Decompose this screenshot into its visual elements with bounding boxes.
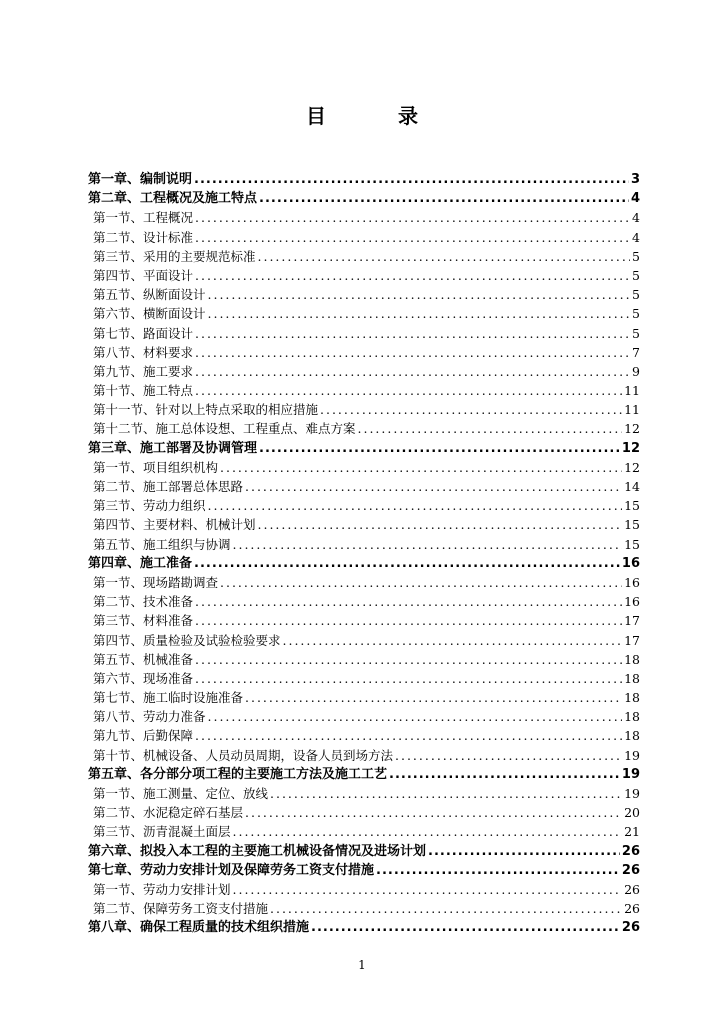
toc-entry-title: 第七章、劳动力安排计划及保障劳务工资支付措施 (88, 862, 375, 878)
toc-dot-leader (195, 208, 630, 227)
toc-entry-page: 5 (632, 287, 640, 303)
toc-section-entry[interactable] (88, 631, 640, 650)
toc-dot-leader (311, 918, 620, 937)
toc-entry-page: 20 (624, 805, 640, 821)
toc-section-entry[interactable] (88, 669, 640, 688)
toc-section-entry[interactable] (88, 707, 640, 726)
toc-section-entry[interactable] (88, 515, 640, 534)
toc-entry-title: 第六节、横断面设计 (93, 306, 206, 322)
toc-entry-title: 第九节、后勤保障 (93, 728, 194, 744)
toc-section-entry[interactable] (88, 688, 640, 707)
toc-section-entry[interactable] (88, 458, 640, 477)
toc-entry-page: 17 (624, 632, 640, 648)
toc-entry-title: 第八节、材料要求 (93, 344, 194, 360)
toc-entry-page: 19 (621, 766, 640, 782)
toc-entry-title: 第一节、工程概况 (93, 210, 194, 226)
toc-dot-leader (195, 362, 630, 381)
toc-section-entry[interactable] (88, 343, 640, 362)
toc-dot-leader (195, 669, 622, 688)
toc-entry-page: 4 (632, 210, 640, 226)
toc-section-entry[interactable] (88, 592, 640, 611)
toc-entry-title: 第十节、施工特点 (93, 383, 194, 399)
toc-dot-leader (270, 899, 622, 918)
toc-section-entry[interactable] (88, 822, 640, 841)
toc-section-entry[interactable] (88, 899, 640, 918)
toc-entry-page: 21 (624, 824, 640, 840)
toc-entry-title: 第一节、施工测量、定位、放线 (93, 786, 269, 801)
toc-section-entry[interactable] (88, 381, 640, 400)
toc-entry-title: 第六章、拟投入本工程的主要施工机械设备情况及进场计划 (88, 843, 427, 859)
toc-dot-leader (358, 419, 623, 438)
toc-entry-title: 第十二节、施工总体设想、工程重点、难点方案 (93, 421, 356, 437)
toc-section-entry[interactable] (88, 496, 640, 515)
toc-dot-leader (195, 650, 622, 669)
toc-dot-leader (259, 439, 620, 458)
toc-dot-leader (220, 458, 622, 477)
toc-chapter-entry[interactable] (88, 439, 640, 458)
toc-entry-title: 第十节、机械设备、人员动员周期，设备人员到场方法 (93, 747, 394, 763)
toc-chapter-entry[interactable] (88, 189, 640, 208)
toc-dot-leader (259, 189, 629, 208)
toc-entry-title: 第三节、采用的主要规范标准 (93, 248, 256, 264)
toc-entry-title: 第九节、施工要求 (93, 363, 194, 379)
toc-entry-page: 14 (624, 479, 640, 494)
toc-dot-leader (195, 726, 622, 745)
toc-dot-leader (428, 842, 620, 861)
toc-entry-title: 第二章、工程概况及施工特点 (88, 191, 258, 207)
toc-section-entry[interactable] (88, 266, 640, 285)
toc-section-entry[interactable] (88, 419, 640, 438)
toc-dot-leader (208, 285, 631, 304)
toc-section-entry[interactable] (88, 400, 640, 419)
toc-dot-leader (195, 266, 630, 285)
toc-entry-title: 第五节、纵断面设计 (93, 287, 206, 303)
toc-entry-page: 15 (624, 536, 640, 552)
toc-dot-leader (208, 707, 623, 726)
toc-entry-title: 第五节、施工组织与协调 (93, 536, 231, 552)
toc-entry-page: 11 (624, 402, 640, 418)
toc-dot-leader (220, 573, 622, 592)
toc-dot-leader (270, 784, 622, 803)
toc-entry-title: 第一节、项目组织机构 (93, 459, 219, 475)
toc-dot-leader (245, 477, 622, 496)
toc-dot-leader (395, 746, 622, 765)
toc-entry-page: 15 (624, 498, 640, 514)
toc-entry-title: 第七节、施工临时设施准备 (93, 690, 244, 706)
table-of-contents (88, 170, 640, 938)
toc-chapter-entry[interactable] (88, 554, 640, 573)
toc-section-entry[interactable] (88, 285, 640, 304)
toc-chapter-entry[interactable] (88, 861, 640, 880)
toc-dot-leader (376, 861, 620, 880)
toc-entry-page: 7 (632, 344, 640, 360)
toc-entry-page: 12 (624, 421, 640, 437)
toc-dot-leader (245, 688, 622, 707)
toc-section-entry[interactable] (88, 803, 640, 822)
toc-entry-page: 16 (624, 574, 640, 590)
toc-entry-title: 第四节、平面设计 (93, 267, 194, 283)
toc-section-entry[interactable] (88, 324, 640, 343)
toc-entry-page: 26 (621, 920, 640, 936)
toc-dot-leader (195, 228, 630, 247)
toc-section-entry[interactable] (88, 650, 640, 669)
toc-chapter-entry[interactable] (88, 765, 640, 784)
toc-entry-title: 第四节、质量检验及试验检验要求 (93, 632, 281, 648)
toc-section-entry[interactable] (88, 611, 640, 630)
toc-entry-page: 26 (624, 881, 640, 897)
toc-section-entry[interactable] (88, 477, 640, 496)
toc-entry-title: 第三节、劳动力组织 (93, 498, 206, 514)
toc-dot-leader (233, 880, 623, 899)
toc-entry-title: 第五章、各分部分项工程的主要施工方法及施工工艺 (88, 766, 388, 782)
toc-entry-page: 16 (621, 555, 640, 571)
toc-entry-page: 18 (624, 690, 640, 706)
toc-entry-title: 第七节、路面设计 (93, 325, 194, 341)
toc-section-entry[interactable] (88, 573, 640, 592)
toc-entry-title: 第二节、水泥稳定碎石基层 (93, 805, 244, 821)
toc-section-entry[interactable] (88, 228, 640, 247)
toc-section-entry[interactable] (88, 746, 640, 765)
toc-entry-page: 18 (624, 670, 640, 686)
toc-dot-leader (195, 343, 630, 362)
toc-entry-title: 第十一节、针对以上特点采取的相应措施 (93, 402, 319, 418)
toc-entry-page: 12 (624, 459, 640, 475)
toc-entry-page: 19 (624, 747, 640, 763)
toc-entry-page: 5 (632, 306, 640, 322)
toc-section-entry[interactable] (88, 247, 640, 266)
toc-entry-page: 4 (630, 191, 640, 207)
toc-dot-leader (258, 515, 623, 534)
toc-entry-title: 第二节、保障劳务工资支付措施 (93, 901, 269, 917)
toc-entry-title: 第三章、施工部署及协调管理 (88, 440, 258, 456)
toc-entry-page: 18 (624, 651, 640, 667)
toc-dot-leader (194, 170, 629, 189)
toc-entry-page: 12 (621, 440, 640, 456)
toc-entry-title: 第三节、沥青混凝土面层 (93, 824, 231, 840)
toc-dot-leader (389, 765, 620, 784)
toc-entry-title: 第一节、劳动力安排计划 (93, 881, 231, 897)
toc-entry-page: 11 (624, 383, 640, 399)
toc-chapter-entry[interactable] (88, 170, 640, 189)
toc-dot-leader (195, 592, 622, 611)
toc-entry-title: 第六节、现场准备 (93, 670, 194, 686)
toc-dot-leader (233, 535, 623, 554)
toc-entry-title: 第三节、材料准备 (93, 613, 194, 629)
toc-entry-title: 第四章、施工准备 (88, 555, 193, 571)
toc-entry-page: 5 (632, 267, 640, 283)
toc-entry-title: 第八章、确保工程质量的技术组织措施 (88, 920, 310, 936)
toc-section-entry[interactable] (88, 784, 640, 803)
toc-entry-title: 第四节、主要材料、机械计划 (93, 517, 256, 533)
toc-section-entry[interactable] (88, 362, 640, 381)
toc-dot-leader (233, 822, 623, 841)
toc-entry-title: 第二节、技术准备 (93, 594, 194, 610)
toc-entry-title: 第八节、劳动力准备 (93, 709, 206, 725)
toc-section-entry[interactable] (88, 535, 640, 554)
toc-entry-title: 第五节、机械准备 (93, 651, 194, 667)
toc-entry-page: 26 (624, 901, 640, 917)
toc-dot-leader (245, 803, 622, 822)
toc-dot-leader (208, 304, 631, 323)
toc-dot-leader (194, 554, 620, 573)
toc-dot-leader (195, 381, 622, 400)
toc-entry-title: 第二节、设计标准 (93, 229, 194, 245)
toc-entry-page: 18 (624, 728, 640, 744)
toc-section-entry[interactable] (88, 208, 640, 227)
toc-dot-leader (195, 324, 630, 343)
toc-entry-page: 5 (632, 248, 640, 264)
toc-dot-leader (283, 631, 623, 650)
toc-chapter-entry[interactable] (88, 842, 640, 861)
toc-entry-title: 第一章、编制说明 (88, 172, 193, 187)
toc-entry-title: 第二节、施工部署总体思路 (93, 479, 244, 494)
toc-entry-page: 19 (624, 786, 640, 801)
toc-entry-page: 17 (624, 613, 640, 629)
toc-entry-page: 3 (630, 172, 640, 187)
toc-entry-page: 26 (621, 862, 640, 878)
toc-dot-leader (208, 496, 623, 515)
toc-entry-page: 9 (632, 363, 640, 379)
toc-section-entry[interactable] (88, 304, 640, 323)
toc-entry-page: 5 (632, 325, 640, 341)
toc-chapter-entry[interactable] (88, 918, 640, 937)
toc-entry-page: 4 (632, 229, 640, 245)
toc-dot-leader (320, 400, 622, 419)
page-number: 1 (358, 958, 366, 972)
toc-entry-page: 15 (624, 517, 640, 533)
toc-dot-leader (195, 611, 622, 630)
page-title: 目 录 (306, 104, 444, 128)
toc-entry-page: 18 (624, 709, 640, 725)
toc-entry-title: 第一节、现场踏勘调查 (93, 574, 219, 590)
toc-dot-leader (258, 247, 631, 266)
toc-section-entry[interactable] (88, 880, 640, 899)
toc-section-entry[interactable] (88, 726, 640, 745)
toc-entry-page: 26 (621, 843, 640, 859)
toc-entry-page: 16 (624, 594, 640, 610)
